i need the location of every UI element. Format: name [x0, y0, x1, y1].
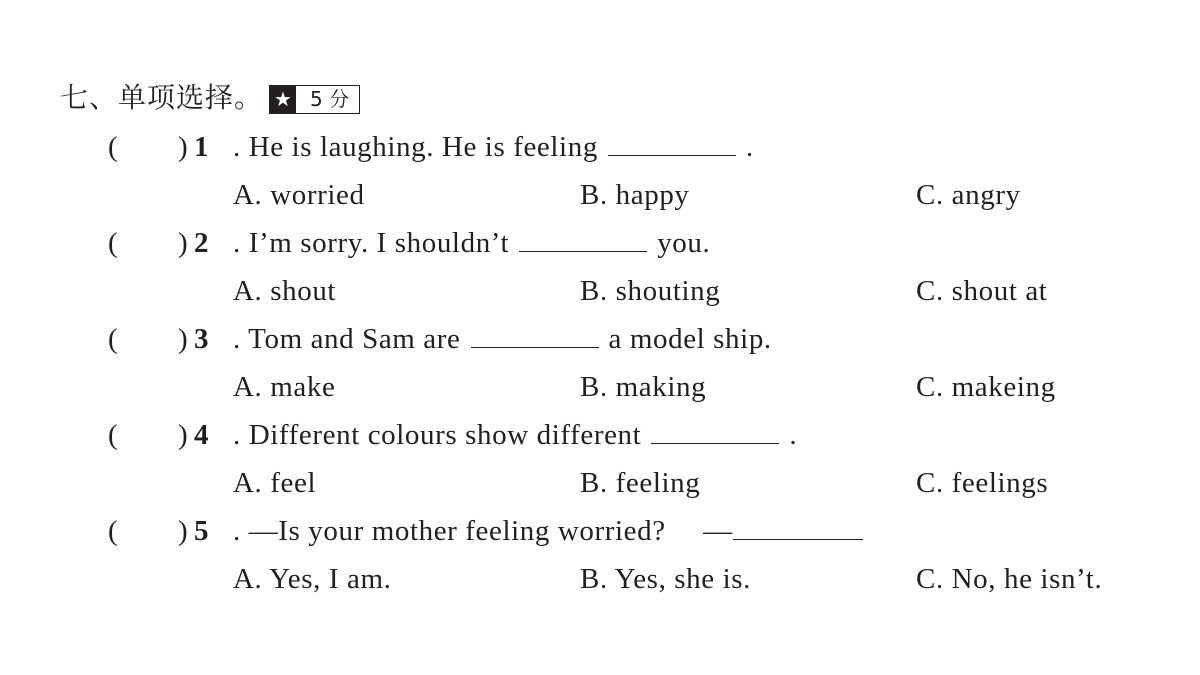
answer-paren-open: (	[108, 515, 118, 547]
question-stem	[233, 415, 797, 455]
option-c[interactable]: C. feelings	[916, 467, 1049, 499]
answer-blank[interactable]	[608, 127, 736, 156]
question-5	[0, 511, 1200, 551]
question-1	[0, 127, 1200, 167]
score-value: 5 分	[310, 87, 350, 111]
question-5-options	[0, 559, 1200, 599]
answer-blank[interactable]	[733, 511, 863, 540]
question-stem	[233, 319, 772, 359]
answer-blank[interactable]	[651, 415, 779, 444]
answer-paren-close: )	[178, 515, 188, 547]
question-stem	[233, 223, 710, 263]
answer-paren-open: (	[108, 227, 118, 259]
option-b[interactable]: B. happy	[580, 179, 690, 211]
question-number: 3	[194, 323, 209, 355]
answer-paren-open: (	[108, 323, 118, 355]
option-b[interactable]: B. Yes, she is.	[580, 563, 751, 595]
question-1-options	[0, 175, 1200, 215]
question-stem	[233, 511, 873, 551]
option-c[interactable]: C. No, he isn’t.	[916, 563, 1103, 595]
answer-paren-close: )	[178, 131, 188, 163]
score-badge	[269, 85, 360, 114]
option-c[interactable]: C. makeing	[916, 371, 1056, 403]
option-a[interactable]: A. feel	[233, 467, 317, 499]
answer-paren-open: (	[108, 131, 118, 163]
question-number: 2	[194, 227, 209, 259]
question-4-options	[0, 463, 1200, 503]
stem-text-end: you.	[657, 227, 711, 259]
answer-paren-close: )	[178, 227, 188, 259]
question-2	[0, 223, 1200, 263]
answer-blank[interactable]	[519, 223, 647, 252]
question-number: 1	[194, 131, 209, 163]
section-header	[60, 78, 360, 118]
option-b[interactable]: B. shouting	[580, 275, 721, 307]
question-number: 4	[194, 419, 209, 451]
answer-paren-close: )	[178, 419, 188, 451]
star-icon: ★	[270, 86, 296, 113]
option-b[interactable]: B. feeling	[580, 467, 701, 499]
answer-blank[interactable]	[471, 319, 599, 348]
stem-text: . —Is your mother feeling worried? —	[233, 515, 733, 547]
answer-paren-open: (	[108, 419, 118, 451]
question-stem	[233, 127, 754, 167]
question-3	[0, 319, 1200, 359]
stem-text-end: a model ship.	[608, 323, 772, 355]
stem-text: . I’m sorry. I shouldn’t	[233, 227, 510, 259]
option-c[interactable]: C. angry	[916, 179, 1021, 211]
section-title: 七、单项选择。	[60, 81, 264, 114]
question-3-options	[0, 367, 1200, 407]
question-number: 5	[194, 515, 209, 547]
option-a[interactable]: A. worried	[233, 179, 365, 211]
option-a[interactable]: A. make	[233, 371, 336, 403]
option-a[interactable]: A. Yes, I am.	[233, 563, 392, 595]
stem-text: . Tom and Sam are	[233, 323, 461, 355]
stem-text-end: .	[789, 419, 798, 451]
option-c[interactable]: C. shout at	[916, 275, 1048, 307]
stem-text: . He is laughing. He is feeling	[233, 131, 598, 163]
answer-paren-close: )	[178, 323, 188, 355]
stem-text-end: .	[745, 131, 754, 163]
option-b[interactable]: B. making	[580, 371, 707, 403]
question-2-options	[0, 271, 1200, 311]
question-4	[0, 415, 1200, 455]
option-a[interactable]: A. shout	[233, 275, 337, 307]
stem-text: . Different colours show different	[233, 419, 642, 451]
